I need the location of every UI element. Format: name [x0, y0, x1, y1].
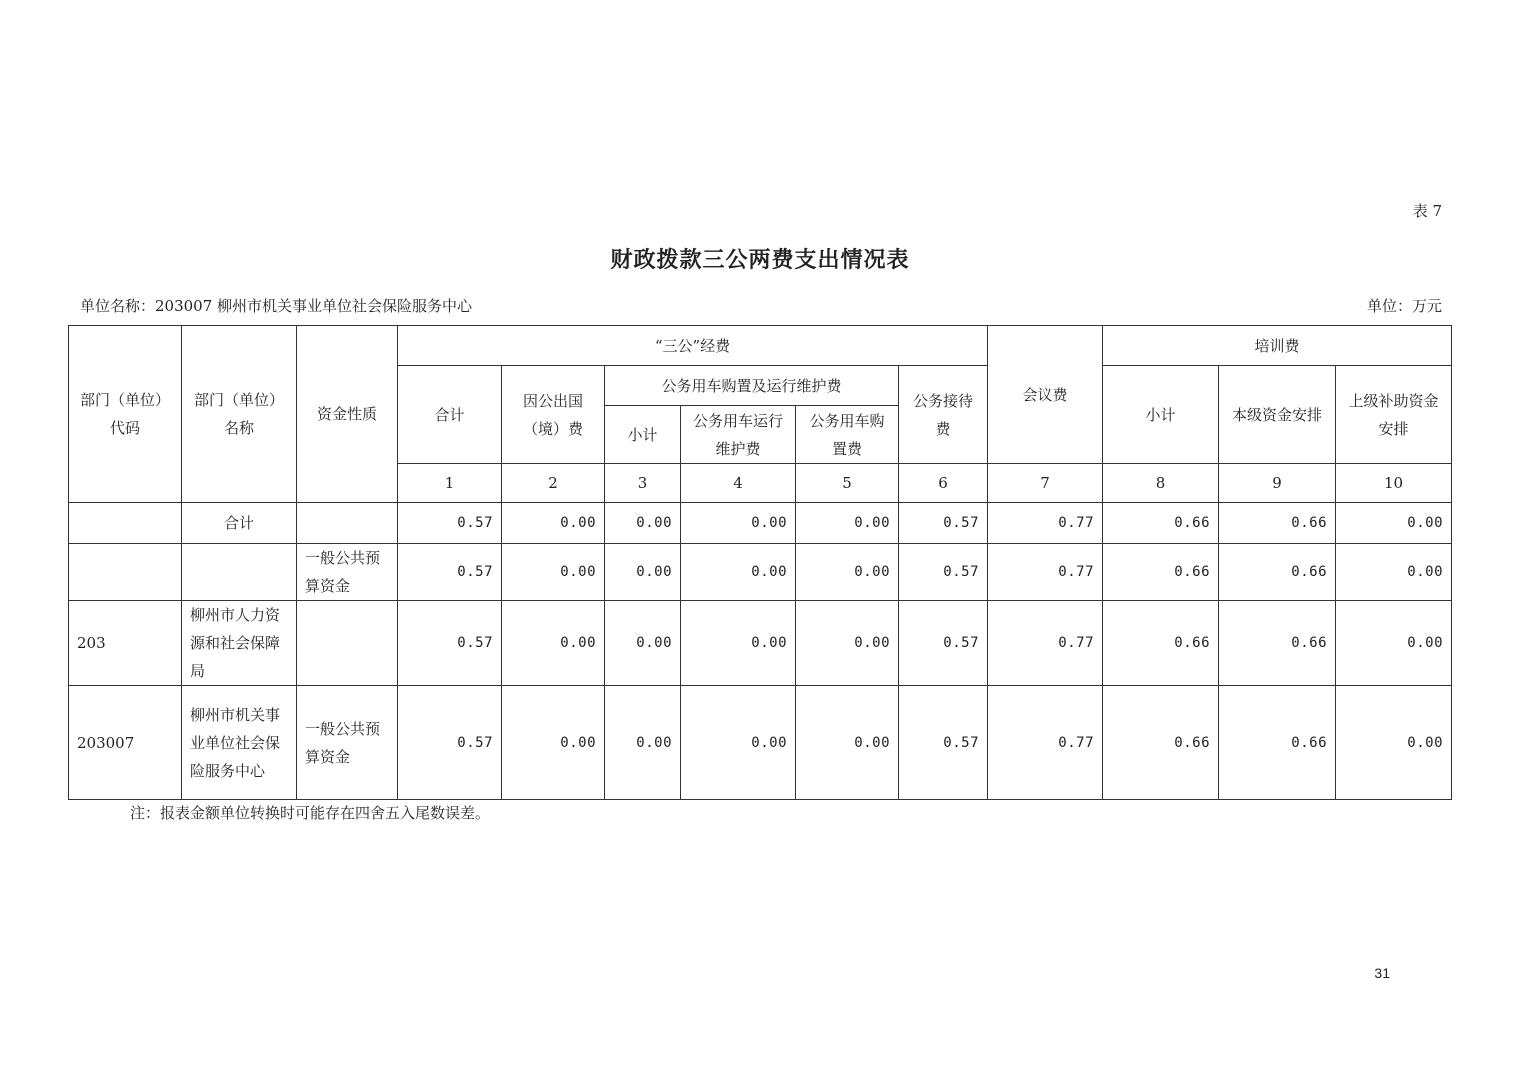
- value-cell: 0.00: [1336, 544, 1452, 601]
- value-cell: 0.00: [681, 503, 796, 544]
- table-number: 表 7: [1412, 202, 1442, 220]
- value-cell: 0.00: [796, 544, 899, 601]
- col-number: 7: [988, 464, 1103, 503]
- fund-nature-cell: [297, 601, 398, 686]
- fund-nature-cell: 一般公共预算资金: [297, 686, 398, 800]
- header-car: 公务用车购置及运行维护费: [605, 366, 899, 406]
- header-fund-nature: 资金性质: [297, 326, 398, 503]
- header-meeting: 会议费: [988, 326, 1103, 464]
- table-row: [69, 503, 1452, 544]
- header-total: 合计: [398, 366, 502, 464]
- dept-code-cell: 203007: [69, 686, 182, 800]
- value-cell: 0.77: [988, 686, 1103, 800]
- dept-name-cell: 合计: [182, 503, 297, 544]
- value-cell: 0.00: [605, 686, 681, 800]
- col-number: 10: [1336, 464, 1452, 503]
- value-cell: 0.57: [398, 503, 502, 544]
- value-cell: 0.00: [681, 544, 796, 601]
- value-cell: 0.66: [1103, 686, 1219, 800]
- value-cell: 0.57: [899, 544, 988, 601]
- dept-name-cell: 柳州市人力资源和社会保障局: [182, 601, 297, 686]
- header-train-local: 本级资金安排: [1219, 366, 1336, 464]
- unit-name-label: 单位名称：203007 柳州市机关事业单位社会保险服务中心: [80, 297, 473, 315]
- value-cell: 0.00: [502, 686, 605, 800]
- dept-name-cell: [182, 544, 297, 601]
- col-number: 8: [1103, 464, 1219, 503]
- dept-code-cell: 203: [69, 601, 182, 686]
- value-cell: 0.00: [605, 503, 681, 544]
- fund-nature-cell: 一般公共预算资金: [297, 544, 398, 601]
- table-row: [69, 686, 1452, 800]
- value-cell: 0.66: [1219, 544, 1336, 601]
- fund-nature-cell: [297, 503, 398, 544]
- value-cell: 0.57: [899, 503, 988, 544]
- value-cell: 0.57: [398, 544, 502, 601]
- value-cell: 0.00: [796, 601, 899, 686]
- header-row-1: [69, 326, 1452, 366]
- value-cell: 0.77: [988, 503, 1103, 544]
- value-cell: 0.00: [502, 544, 605, 601]
- dept-name-cell: 柳州市机关事业单位社会保险服务中心: [182, 686, 297, 800]
- value-cell: 0.00: [605, 601, 681, 686]
- value-cell: 0.00: [681, 601, 796, 686]
- col-number: 1: [398, 464, 502, 503]
- value-cell: 0.00: [796, 686, 899, 800]
- value-cell: 0.00: [605, 544, 681, 601]
- value-cell: 0.57: [899, 601, 988, 686]
- value-cell: 0.00: [1336, 686, 1452, 800]
- col-number: 4: [681, 464, 796, 503]
- header-train-upper: 上级补助资金安排: [1336, 366, 1452, 464]
- table-row: [69, 544, 1452, 601]
- value-cell: 0.57: [899, 686, 988, 800]
- footnote: 注：报表金额单位转换时可能存在四舍五入尾数误差。: [130, 804, 491, 822]
- value-cell: 0.00: [1336, 601, 1452, 686]
- value-cell: 0.00: [796, 503, 899, 544]
- page-number: 31: [1374, 965, 1390, 981]
- col-number: 5: [796, 464, 899, 503]
- header-reception: 公务接待费: [899, 366, 988, 464]
- expenditure-table: [68, 325, 1452, 800]
- table-row: [69, 601, 1452, 686]
- header-car-subtotal: 小计: [605, 406, 681, 464]
- header-dept-code: 部门（单位）代码: [69, 326, 182, 503]
- value-cell: 0.66: [1219, 601, 1336, 686]
- value-cell: 0.00: [502, 601, 605, 686]
- value-cell: 0.66: [1219, 686, 1336, 800]
- value-cell: 0.00: [681, 686, 796, 800]
- header-training: 培训费: [1103, 326, 1452, 366]
- dept-code-cell: [69, 503, 182, 544]
- dept-code-cell: [69, 544, 182, 601]
- value-cell: 0.66: [1103, 544, 1219, 601]
- value-cell: 0.00: [1336, 503, 1452, 544]
- value-cell: 0.77: [988, 601, 1103, 686]
- value-cell: 0.77: [988, 544, 1103, 601]
- header-sangong: “三公”经费: [398, 326, 988, 366]
- value-cell: 0.66: [1103, 503, 1219, 544]
- col-number: 6: [899, 464, 988, 503]
- header-car-buy: 公务用车购置费: [796, 406, 899, 464]
- col-number: 3: [605, 464, 681, 503]
- col-number: 9: [1219, 464, 1336, 503]
- value-cell: 0.66: [1219, 503, 1336, 544]
- col-number: 2: [502, 464, 605, 503]
- currency-unit-label: 单位：万元: [1366, 297, 1442, 315]
- value-cell: 0.00: [502, 503, 605, 544]
- header-dept-name: 部门（单位）名称: [182, 326, 297, 503]
- value-cell: 0.57: [398, 601, 502, 686]
- page-title: 财政拨款三公两费支出情况表: [610, 247, 910, 273]
- header-train-subtotal: 小计: [1103, 366, 1219, 464]
- header-abroad: 因公出国（境）费: [502, 366, 605, 464]
- value-cell: 0.57: [398, 686, 502, 800]
- value-cell: 0.66: [1103, 601, 1219, 686]
- header-car-run: 公务用车运行维护费: [681, 406, 796, 464]
